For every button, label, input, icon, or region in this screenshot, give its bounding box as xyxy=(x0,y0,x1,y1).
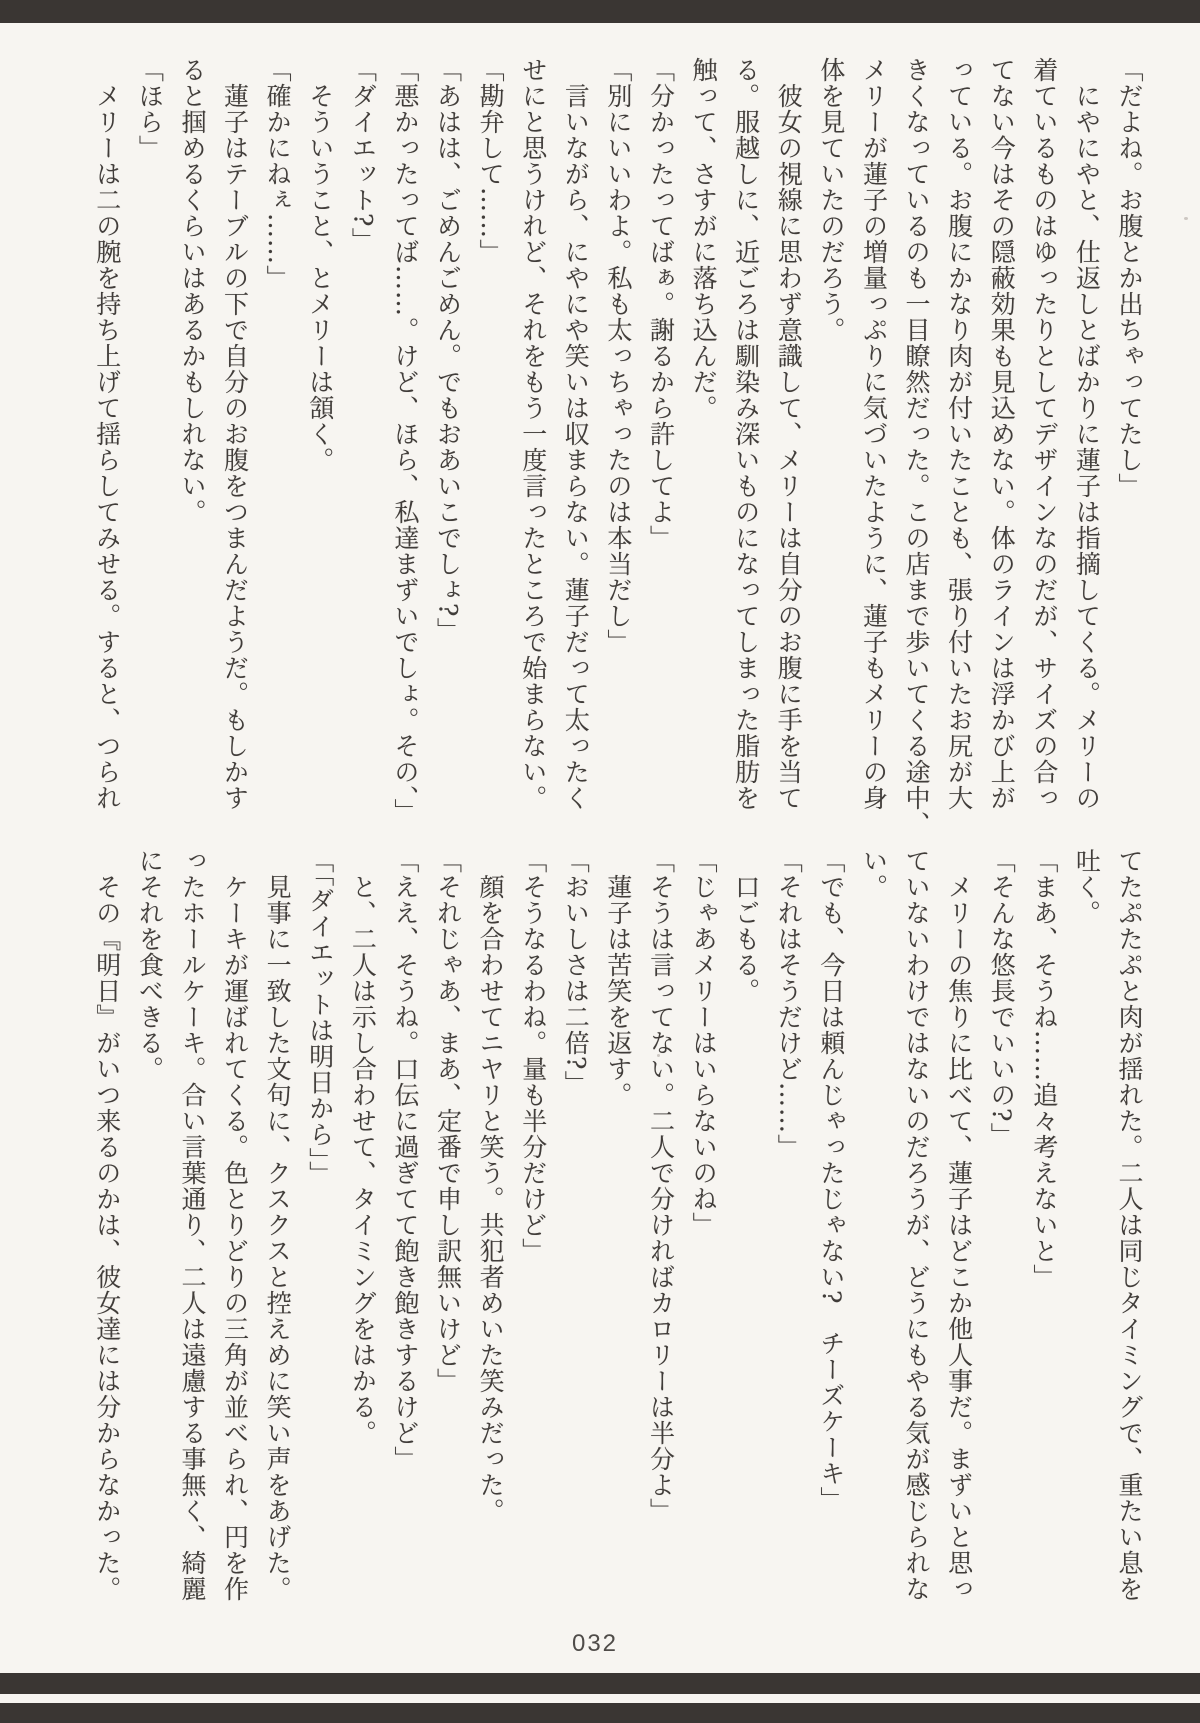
text-column: 「分かったってばぁ。謝るから許してよ」 xyxy=(646,57,676,551)
text-column: 顔を合わせてニヤリと笑う。共犯者めいた笑みだった。 xyxy=(476,848,506,1524)
text-column: 「そうは言ってない。二人で分ければカロリーは半分よ」 xyxy=(646,848,676,1524)
text-column: 「ほら」 xyxy=(135,57,165,161)
text-column: と、二人は示し合わせて、タイミングをはかる。 xyxy=(348,848,378,1446)
text-column: 「ダイエット?」 xyxy=(348,57,378,254)
text-column: にそれを食べきる。 xyxy=(135,848,165,1082)
text-column: い。 xyxy=(859,848,889,900)
text-column: ったホールケーキ。合い言葉通り、二人は遠慮する事無く、綺麗 xyxy=(177,848,207,1602)
page-number: 032 xyxy=(571,1630,619,1657)
text-column: せにと思うけれど、それをもう一度言ったところで始まらない。 xyxy=(518,57,548,811)
text-column: 「それはそうだけど……」 xyxy=(774,848,804,1160)
text-column: てない今はその隠蔽効果も見込めない。体のラインは浮かび上が xyxy=(987,57,1017,811)
text-column: 「そんな悠長でいいの?」 xyxy=(987,848,1017,1149)
text-column: 「それじゃあ、まあ、定番で申し訳無いけど」 xyxy=(433,848,463,1394)
text-column: 「そうなるわね。量も半分だけど」 xyxy=(518,848,548,1264)
text-column: その『明日』がいつ来るのかは、彼女達には分からなかった。 xyxy=(92,848,122,1602)
text-column: 「ええ、そうね。口伝に過ぎてて飽き飽きするけど」 xyxy=(390,848,420,1472)
text-column: 言いながら、にやにや笑いは収まらない。蓮子だって太ったく xyxy=(561,57,591,811)
text-column: 「おいしさは二倍?」 xyxy=(561,848,591,1097)
text-column: る。服越しに、近ごろは馴染み深いものになってしまった脂肪を xyxy=(731,57,761,811)
scan-dust-speck xyxy=(1184,217,1188,220)
text-column: 「まあ、そうね……追々考えないと」 xyxy=(1029,848,1059,1290)
text-column: メリーの焦りに比べて、蓮子はどこか他人事だ。まずいと思っ xyxy=(944,848,974,1602)
text-column: 「だよね。お腹とか出ちゃってたし」 xyxy=(1115,57,1144,499)
text-column: 「「ダイエットは明日から」」 xyxy=(305,848,335,1187)
text-column: にやにやと、仕返しとばかりに蓮子は指摘してくる。メリーの xyxy=(1072,57,1102,811)
text-column: 体を見ていたのだろう。 xyxy=(816,57,846,343)
text-column: っている。お腹にかなり肉が付いたことも、張り付いたお尻が大 xyxy=(944,57,974,811)
text-column: 吐く。 xyxy=(1072,848,1102,926)
text-column: ケーキが運ばれてくる。色とりどりの三角が並べられ、円を作 xyxy=(220,848,250,1602)
text-column: 着ているものはゆったりとしてデザインなのだが、サイズの合っ xyxy=(1029,57,1059,811)
text-column: てたぷたぷと肉が揺れた。二人は同じタイミングで、重たい息を xyxy=(1115,848,1144,1602)
text-column: そういうこと、とメリーは頷く。 xyxy=(305,57,335,473)
text-column: 触って、さすがに落ち込んだ。 xyxy=(689,57,719,421)
upper-text-block xyxy=(85,57,1150,837)
text-column: 「じゃあメリーはいらないのね」 xyxy=(689,848,719,1238)
text-column: 「確かにねぇ……」 xyxy=(263,57,293,291)
text-column: 「勘弁して……」 xyxy=(476,57,506,265)
text-column: 「別にいいわよ。私も太っちゃったのは本当だし」 xyxy=(603,57,633,655)
text-column: 彼女の視線に思わず意識して、メリーは自分のお腹に手を当て xyxy=(774,57,804,811)
text-column: 口ごもる。 xyxy=(731,848,761,1004)
text-column: 蓮子はテーブルの下で自分のお腹をつまんだようだ。もしかす xyxy=(220,57,250,811)
bottom-scan-edge-bar-1 xyxy=(0,1673,1200,1694)
text-column: 「あはは、ごめんごめん。でもおあいこでしょ?」 xyxy=(433,57,463,644)
lower-text-block xyxy=(85,848,1150,1604)
text-column: きくなっているのも一目瞭然だった。この店まで歩いてくる途中、 xyxy=(902,57,932,837)
text-column: 見事に一致した文句に、クスクスと控えめに笑い声をあげた。 xyxy=(263,848,293,1602)
text-column: 「悪かったってば……。けど、ほら、私達まずいでしょ。その、」 xyxy=(390,57,420,825)
text-column: ていないわけではないのだろうが、どうにもやる気が感じられな xyxy=(902,848,932,1602)
text-column: メリーは二の腕を持ち上げて揺らしてみせる。すると、つられ xyxy=(92,57,122,811)
top-scan-edge-bar xyxy=(0,0,1200,23)
text-column: 「でも、今日は頼んじゃったじゃない? チーズケーキ」 xyxy=(816,848,846,1513)
text-column: 蓮子は苦笑を返す。 xyxy=(603,848,633,1108)
text-column: ると掴めるくらいはあるかもしれない。 xyxy=(177,57,207,525)
bottom-scan-edge-bar-2 xyxy=(0,1703,1200,1723)
scan-dust-speck xyxy=(657,1054,660,1057)
text-column: メリーが蓮子の増量っぷりに気づいたように、蓮子もメリーの身 xyxy=(859,57,889,811)
